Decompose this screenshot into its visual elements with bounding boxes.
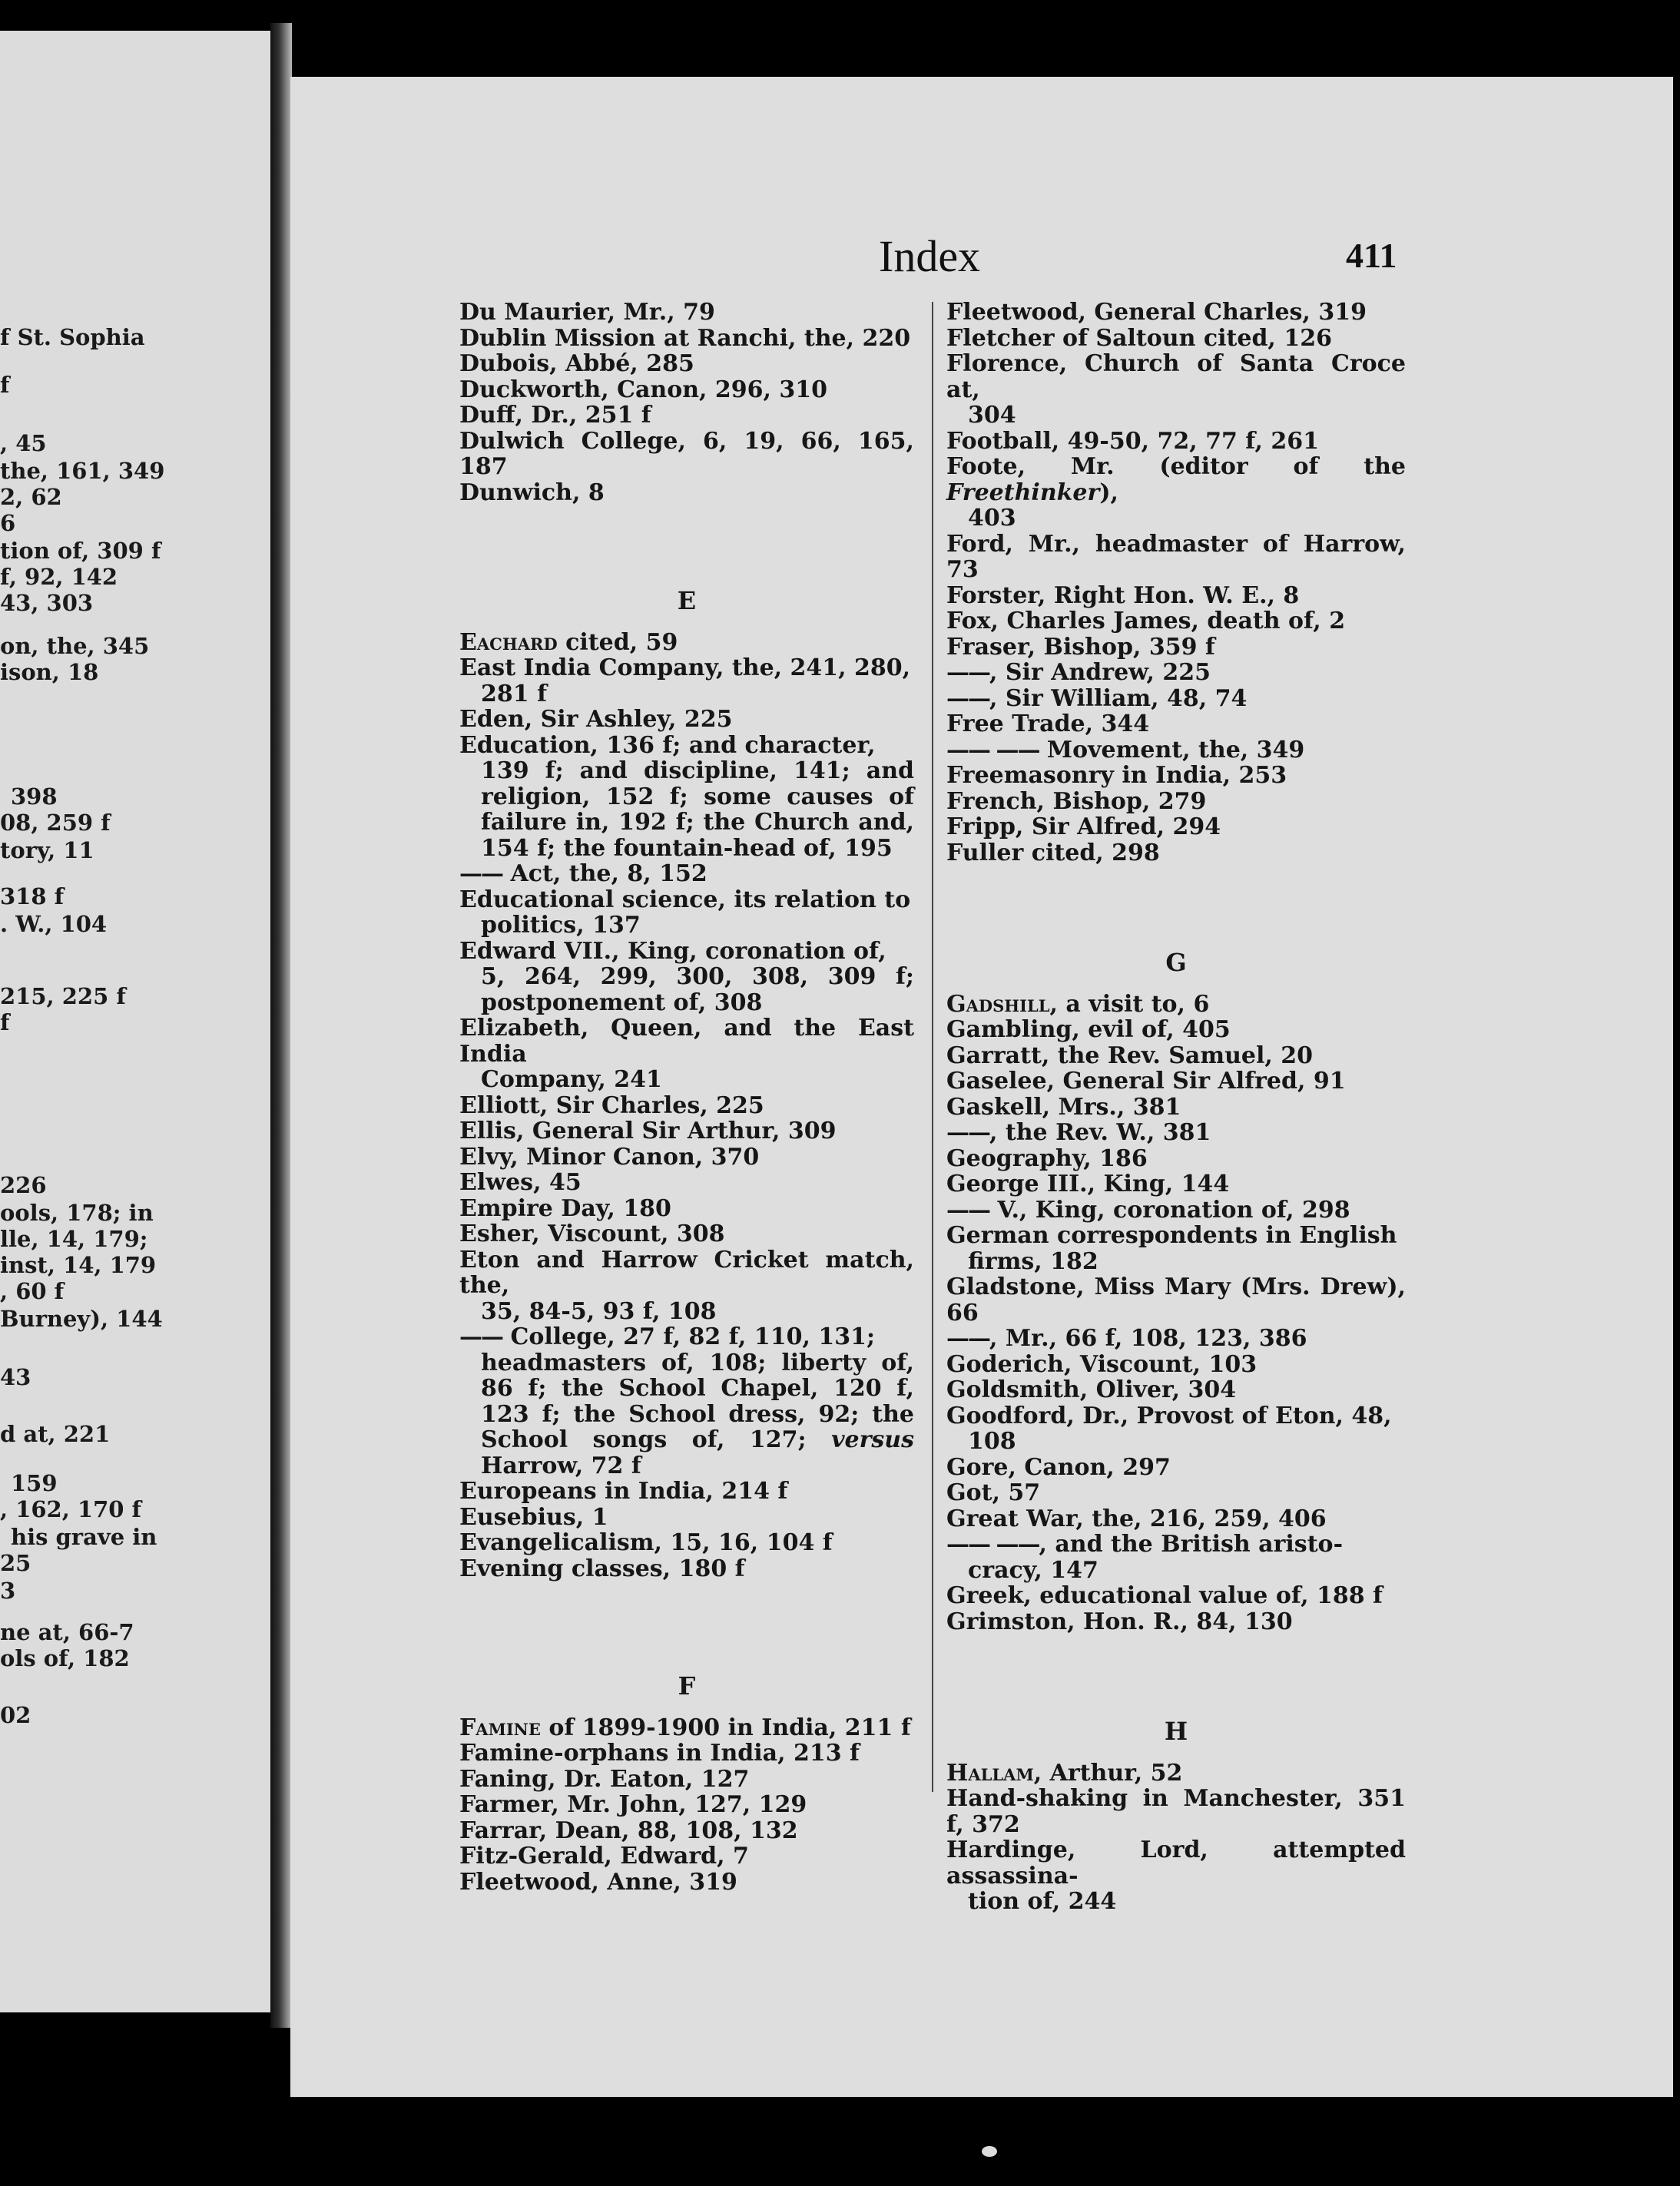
- facing-text: . W., 104: [0, 911, 108, 937]
- index-entry: [946, 814, 1406, 840]
- entry-text: Gore, Canon, 297: [946, 1453, 1171, 1481]
- entry-text: Fitz-Gerald, Edward, 7: [459, 1843, 749, 1870]
- facing-text: 43, 303: [0, 590, 94, 616]
- index-entry: [946, 1352, 1406, 1378]
- section-gap: [459, 1700, 914, 1715]
- section-heading-f: F: [678, 1671, 696, 1701]
- facing-text: f, 92, 142: [0, 564, 118, 590]
- index-entry: [946, 1223, 1406, 1274]
- index-entry: [946, 763, 1406, 789]
- index-entry: [946, 1146, 1406, 1172]
- entry-text: , a visit to, 6: [1049, 990, 1210, 1018]
- facing-text: inst, 14, 179: [0, 1252, 157, 1278]
- index-entry: [459, 1247, 914, 1325]
- index-entry: [946, 300, 1406, 326]
- entry-text: Greek, educational value of, 188 f: [946, 1582, 1383, 1609]
- entry-italic-text: versus: [831, 1426, 914, 1453]
- entry-text: Goldsmith, Oliver, 304: [946, 1376, 1237, 1403]
- index-entry: [946, 351, 1406, 429]
- entry-lead-word: Hallam: [946, 1759, 1034, 1787]
- entry-continuation: tion of, 244: [968, 1888, 1117, 1915]
- index-entry: [946, 1171, 1406, 1197]
- index-entry: [946, 1786, 1406, 1837]
- index-entry: Du Maurier, Mr., 79: [459, 299, 715, 326]
- facing-text: ne at, 66-7: [0, 1619, 134, 1645]
- entry-text: Elliott, Sir Charles, 225: [459, 1091, 764, 1119]
- index-entry: [946, 1480, 1406, 1506]
- entry-text: Ford, Mr., headmaster of Harrow, 73: [946, 530, 1406, 583]
- entry-continuation: 281 f: [481, 680, 547, 707]
- facing-text: 226: [0, 1172, 47, 1198]
- index-entry: [946, 532, 1406, 583]
- entry-continuation: 139 f; and discipline, 141; and religion, 152 f; some causes of failure in, 192 f; the Church and, 154 f; the fountain-head of, 195: [481, 757, 914, 862]
- index-entry: [946, 686, 1406, 712]
- entry-continuation: 403: [968, 505, 1016, 532]
- index-entry: [946, 1120, 1406, 1146]
- index-entry: [946, 326, 1406, 352]
- entry-text: George III., King, 144: [946, 1171, 1230, 1197]
- index-entry: [946, 634, 1406, 661]
- entry-text: Famine-orphans in India, 213 f: [459, 1740, 860, 1767]
- index-entry: [459, 1479, 914, 1505]
- repeat-dash: ——: [946, 659, 989, 686]
- entry-text: Evangelicalism, 15, 16, 104 f: [459, 1529, 833, 1556]
- facing-text: 215, 225 f: [0, 983, 126, 1009]
- index-entry: [946, 1095, 1406, 1121]
- index-entry: [459, 1093, 914, 1119]
- entry-text: German correspondents in English: [946, 1222, 1397, 1249]
- entry-text: Movement, the, 349: [1039, 736, 1305, 763]
- entry-text: Education, 136 f; and character,: [459, 731, 876, 759]
- index-entry: [459, 733, 914, 862]
- entry-text: Evening classes, 180 f: [459, 1555, 745, 1582]
- index-entry: Dulwich College, 6, 19, 66, 165, 187: [459, 427, 914, 480]
- entry-text: , the Rev. W., 381: [989, 1119, 1211, 1146]
- facing-text: , 60 f: [0, 1278, 65, 1304]
- index-entry: [459, 1144, 914, 1171]
- facing-text: 02: [0, 1702, 31, 1728]
- entry-text: Fuller cited, 298: [946, 839, 1160, 866]
- facing-text: 2, 62: [0, 484, 62, 510]
- entry-text: Ellis, General Sir Arthur, 309: [459, 1118, 837, 1144]
- index-entry: [459, 1015, 914, 1093]
- repeat-dash: ——: [946, 684, 989, 712]
- facing-text: d at, 221: [0, 1421, 111, 1447]
- entry-text: Gaskell, Mrs., 381: [946, 1093, 1181, 1121]
- section-gap: [946, 866, 1406, 950]
- entry-text: cited, 59: [557, 628, 678, 656]
- entry-text: Great War, the, 216, 259, 406: [946, 1505, 1327, 1532]
- index-entry: [946, 1506, 1406, 1532]
- entry-text: Gladstone, Miss Mary (Mrs. Drew), 66: [946, 1274, 1406, 1327]
- index-entry: [459, 887, 914, 939]
- index-entry: [459, 630, 914, 656]
- index-entry: [946, 1274, 1406, 1326]
- repeat-dash: ——: [946, 1325, 989, 1352]
- entry-lead-word: Eachard: [459, 628, 558, 656]
- entry-text: Eden, Sir Ashley, 225: [459, 706, 733, 733]
- entry-text: headmasters of, 108; liberty of, 86 f; the School Chapel, 120 f, 123 f; the School dress, 92; the School songs of, 127;: [481, 1349, 914, 1453]
- facing-text: f: [0, 372, 10, 398]
- index-entry: [459, 1741, 914, 1767]
- index-entry: [946, 1197, 1406, 1224]
- entry-continuation: Company, 241: [481, 1066, 662, 1093]
- index-entry: [946, 711, 1406, 737]
- index-entry: [459, 861, 914, 887]
- index-entry: Dubois, Abbé, 285: [459, 350, 694, 377]
- index-entry: [946, 1455, 1406, 1481]
- index-column-left: [459, 300, 914, 1895]
- index-entry: [946, 1068, 1406, 1095]
- facing-text: 3: [0, 1578, 16, 1604]
- index-entry: [459, 1505, 914, 1531]
- repeat-dash: ——: [946, 1196, 989, 1224]
- entry-continuation: [459, 1350, 914, 1479]
- entry-text: Got, 57: [946, 1479, 1041, 1506]
- entry-continuation: 35, 84-5, 93 f, 108: [481, 1297, 717, 1325]
- entry-text: , Mr., 66 f, 108, 123, 386: [989, 1325, 1307, 1352]
- entry-text: Freemasonry in India, 253: [946, 762, 1287, 789]
- index-entry: [946, 789, 1406, 815]
- facing-text: the, 161, 349: [0, 458, 165, 484]
- entry-text: College, 27 f, 82 f, 110, 131;: [502, 1323, 876, 1350]
- entry-text: French, Bishop, 279: [946, 787, 1207, 815]
- index-entry: [946, 1583, 1406, 1609]
- entry-continuation: cracy, 147: [968, 1556, 1098, 1584]
- index-entry: [459, 1170, 914, 1196]
- entry-lead-word: Gadshill: [946, 990, 1050, 1018]
- section-heading-g: G: [1165, 948, 1187, 977]
- index-entry: [459, 1792, 914, 1818]
- index-entry: [946, 1609, 1406, 1635]
- page-title: Index: [879, 231, 981, 281]
- index-entry: [459, 707, 914, 733]
- facing-text: 25: [0, 1550, 31, 1576]
- facing-text: f St. Sophia: [0, 324, 145, 350]
- index-entry: [946, 1377, 1406, 1403]
- index-entry: [946, 454, 1406, 532]
- index-entry: [946, 429, 1406, 455]
- entry-text: Elizabeth, Queen, and the East India: [459, 1015, 914, 1068]
- entry-text: Eusebius, 1: [459, 1503, 608, 1531]
- entry-text: Faning, Dr. Eaton, 127: [459, 1765, 750, 1793]
- book-spine: [270, 23, 292, 2028]
- section-heading-e: E: [677, 586, 697, 615]
- section-gap: [459, 505, 914, 588]
- facing-text: tion of, 309 f: [0, 538, 161, 564]
- repeat-dash: ——: [946, 1119, 989, 1146]
- index-entry: [459, 1818, 914, 1844]
- entry-text: Hand-shaking in Manchester, 351 f, 372: [946, 1785, 1406, 1838]
- facing-text: lle, 14, 179;: [0, 1226, 148, 1252]
- entry-text: Eton and Harrow Cricket match, the,: [459, 1246, 914, 1299]
- entry-text: Gambling, evil of, 405: [946, 1016, 1231, 1043]
- index-entry: Dublin Mission at Ranchi, the, 220: [459, 324, 911, 352]
- entry-text: Fleetwood, General Charles, 319: [946, 299, 1367, 326]
- entry-text: V., King, coronation of, 298: [989, 1196, 1350, 1224]
- index-entry: [946, 1403, 1406, 1455]
- entry-text: Gaselee, General Sir Alfred, 91: [946, 1068, 1346, 1095]
- facing-text: ools, 178; in: [0, 1200, 154, 1226]
- facing-text: 08, 259 f: [0, 810, 111, 836]
- index-entry: [459, 1324, 914, 1479]
- entry-text: Florence, Church of Santa Croce at,: [946, 350, 1406, 403]
- facing-text: on, the, 345: [0, 633, 150, 659]
- entry-text: Hardinge, Lord, attempted assassina-: [946, 1837, 1406, 1890]
- index-entry: [946, 660, 1406, 686]
- entry-text: ),: [1099, 479, 1118, 506]
- index-entry: [459, 1715, 914, 1741]
- section-gap: [946, 976, 1406, 992]
- index-entry: [946, 1532, 1406, 1583]
- facing-text: , 162, 170 f: [0, 1496, 142, 1522]
- index-entry: [946, 608, 1406, 634]
- entry-text: Act, the, 8, 152: [502, 860, 707, 887]
- entry-text: Foote, Mr. (editor of the: [946, 453, 1406, 480]
- entry-text: Farmer, Mr. John, 127, 129: [459, 1791, 807, 1818]
- entry-text: Fleetwood, Anne, 319: [459, 1868, 737, 1896]
- entry-text: , Arthur, 52: [1033, 1759, 1183, 1787]
- facing-page-edge: [0, 31, 270, 2012]
- entry-text: Garratt, the Rev. Samuel, 20: [946, 1042, 1314, 1069]
- facing-text: , 45: [0, 430, 47, 456]
- section-heading-h: H: [1164, 1717, 1188, 1746]
- index-entry: [946, 840, 1406, 866]
- entry-text: Free Trade, 344: [946, 710, 1150, 737]
- index-entry: [459, 1843, 914, 1870]
- entry-italic-text: Freethinker: [946, 479, 1100, 506]
- section-gap: [946, 1635, 1406, 1719]
- repeat-dash: —— ——: [946, 1531, 1039, 1558]
- index-entry: [946, 583, 1406, 609]
- index-entry: [459, 655, 914, 707]
- index-entry: [459, 939, 914, 1016]
- entry-text: Grimston, Hon. R., 84, 130: [946, 1608, 1293, 1635]
- entry-text: , Sir Andrew, 225: [989, 659, 1211, 686]
- facing-text: 6: [0, 510, 16, 536]
- facing-text: 398: [11, 783, 58, 810]
- index-entry: [946, 1837, 1406, 1915]
- entry-text: Edward VII., King, coronation of,: [459, 937, 886, 965]
- index-entry: Dunwich, 8: [459, 479, 605, 506]
- repeat-dash: ——: [459, 860, 502, 887]
- entry-continuation: politics, 137: [481, 912, 641, 939]
- facing-text: 318 f: [0, 883, 65, 909]
- entry-continuation: firms, 182: [968, 1247, 1098, 1275]
- section-gap: [459, 1582, 914, 1674]
- facing-text: 159: [11, 1470, 58, 1496]
- index-entry: [459, 1196, 914, 1222]
- facing-text: ison, 18: [0, 659, 99, 685]
- facing-text: tory, 11: [0, 837, 94, 863]
- index-entry: [459, 1118, 914, 1144]
- index-entry: Duckworth, Canon, 296, 310: [459, 376, 828, 403]
- entry-lead-word: Famine: [459, 1714, 541, 1741]
- index-entry: [459, 1221, 914, 1247]
- index-entry: [459, 1530, 914, 1556]
- entry-text: Football, 49-50, 72, 77 f, 261: [946, 427, 1320, 455]
- index-entry: [459, 1767, 914, 1793]
- entry-text: Fripp, Sir Alfred, 294: [946, 813, 1221, 840]
- index-entry: [946, 1017, 1406, 1043]
- entry-text: Fraser, Bishop, 359 f: [946, 633, 1215, 661]
- entry-text: Harrow, 72 f: [481, 1452, 641, 1479]
- entry-text: Goderich, Viscount, 103: [946, 1350, 1258, 1378]
- entry-text: , Sir William, 48, 74: [989, 684, 1248, 712]
- scan-speck: [982, 2146, 997, 2157]
- entry-text: Fletcher of Saltoun cited, 126: [946, 324, 1332, 352]
- entry-text: Forster, Right Hon. W. E., 8: [946, 581, 1300, 609]
- index-entry: [459, 1870, 914, 1896]
- index-entry: [946, 1760, 1406, 1787]
- index-entry: [459, 1556, 914, 1582]
- index-entry: [946, 992, 1406, 1018]
- index-column-right: [946, 300, 1406, 1915]
- entry-text: Elwes, 45: [459, 1169, 582, 1196]
- entry-text: Educational science, its relation to: [459, 886, 911, 913]
- entry-continuation: 5, 264, 299, 300, 308, 309 f; postponement of, 308: [481, 963, 914, 1016]
- entry-text: Elvy, Minor Canon, 370: [459, 1143, 760, 1171]
- index-entry: [946, 1043, 1406, 1069]
- entry-text: Empire Day, 180: [459, 1194, 671, 1222]
- entry-text: of 1899-1900 in India, 211 f: [540, 1714, 911, 1741]
- section-gap: [946, 1745, 1406, 1760]
- index-entry: Duff, Dr., 251 f: [459, 402, 651, 429]
- repeat-dash: ——: [459, 1323, 502, 1350]
- entry-text: , and the British aristo-: [1039, 1531, 1344, 1558]
- facing-text: ols of, 182: [0, 1645, 130, 1671]
- entry-text: Geography, 186: [946, 1144, 1148, 1172]
- repeat-dash: —— ——: [946, 736, 1039, 763]
- page-number: 411: [1346, 236, 1397, 275]
- facing-text: his grave in: [11, 1524, 157, 1550]
- entry-text: Esher, Viscount, 308: [459, 1221, 725, 1247]
- facing-text: 43: [0, 1364, 31, 1390]
- entry-text: East India Company, the, 241, 280,: [459, 654, 911, 681]
- entry-text: Goodford, Dr., Provost of Eton, 48,: [946, 1402, 1392, 1429]
- section-gap: [459, 614, 914, 630]
- facing-text: Burney), 144: [0, 1306, 163, 1332]
- entry-continuation: 108: [968, 1428, 1016, 1455]
- entry-text: Fox, Charles James, death of, 2: [946, 608, 1346, 634]
- entry-text: Europeans in India, 214 f: [459, 1478, 788, 1505]
- index-entry: [946, 737, 1406, 763]
- entry-text: Farrar, Dean, 88, 108, 132: [459, 1817, 798, 1844]
- column-divider: [932, 302, 933, 1792]
- index-entry: [946, 1326, 1406, 1352]
- facing-text: f: [0, 1009, 10, 1035]
- entry-continuation: 304: [968, 402, 1016, 429]
